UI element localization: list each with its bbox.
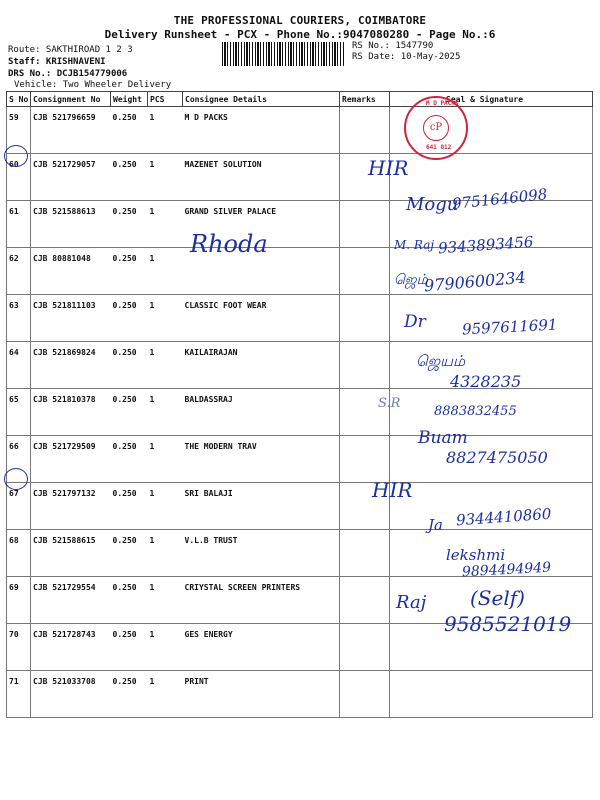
cell-consignment: CJB 521810378: [31, 389, 111, 436]
barcode: [222, 42, 344, 66]
cell-consignment: CJB 521033708: [31, 671, 111, 718]
cell-consignment: CJB 521797132: [31, 483, 111, 530]
cell-remarks: [340, 530, 390, 577]
cell-pcs: 1: [148, 671, 183, 718]
cell-pcs: 1: [148, 201, 183, 248]
cell-pcs: 1: [148, 577, 183, 624]
cell-consignment: CJB 521728743: [31, 624, 111, 671]
stamp-center: cP: [423, 115, 449, 141]
hw-row65-signature: ஜெயம்: [416, 352, 466, 370]
cell-pcs: 1: [148, 248, 183, 295]
cell-consignee: CLASSIC FOOT WEAR: [183, 295, 340, 342]
hw-row68-mark: HIR: [372, 478, 413, 502]
cell-pcs: 1: [148, 483, 183, 530]
cell-sno: 71: [7, 671, 31, 718]
cell-weight: 0.250: [111, 530, 148, 577]
hw-row62-name: Rhoda: [190, 230, 268, 258]
cell-sno: 62: [7, 248, 31, 295]
cell-sno: 69: [7, 577, 31, 624]
cell-pcs: 1: [148, 342, 183, 389]
cell-remarks: [340, 342, 390, 389]
hw-row71-self: (Self): [470, 586, 525, 610]
staff-label: Staff: KRISHNAVENI: [8, 57, 106, 67]
cell-consignment: CJB 521588615: [31, 530, 111, 577]
cell-remarks: [340, 295, 390, 342]
rs-number: RS No.: 1547790: [352, 41, 434, 51]
hw-row64-signature: Dr: [404, 312, 426, 332]
cell-consignment: CJB 521869824: [31, 342, 111, 389]
cell-pcs: 1: [148, 154, 183, 201]
cell-pcs: 1: [148, 624, 183, 671]
cell-remarks: [340, 107, 390, 154]
cell-remarks: [340, 436, 390, 483]
route-label: Route: SAKTHIROAD 1 2 3: [8, 45, 133, 55]
company-title: THE PROFESSIONAL COURIERS, COIMBATORE: [173, 14, 427, 27]
cell-consignment: CJB 80881048: [31, 248, 111, 295]
stamp-ring-top: M D PACKS: [426, 100, 459, 107]
hw-row69-signature: Ja: [428, 516, 443, 534]
cell-consignee: GRAND SILVER PALACE: [183, 201, 340, 248]
hw-row61-phone: 9751646098: [451, 185, 549, 213]
hw-row61-signature: Mogu: [406, 194, 459, 215]
hw-row63-signature: ஜெம்: [394, 272, 428, 288]
cell-sno: 68: [7, 530, 31, 577]
hw-row62-signature: M. Raj: [394, 238, 435, 252]
cell-sno: 70: [7, 624, 31, 671]
hw-row69-phone: 9344410860: [455, 504, 552, 530]
cell-weight: 0.250: [111, 436, 148, 483]
company-seal-stamp: [404, 96, 468, 160]
cell-sno: 63: [7, 295, 31, 342]
runsheet-subtitle: Delivery Runsheet - PCX - Phone No.:9047080280 - Page No.:6: [104, 28, 496, 41]
table-row: [7, 671, 593, 718]
vehicle-label: Vehicle: Two Wheeler Delivery: [14, 80, 172, 90]
col-header-consignee: Consignee Details: [183, 92, 340, 107]
cell-consignment: CJB 521588613: [31, 201, 111, 248]
col-header-remarks: Remarks: [340, 92, 390, 107]
cell-weight: 0.250: [111, 389, 148, 436]
cell-remarks: [340, 577, 390, 624]
cell-weight: 0.250: [111, 295, 148, 342]
cell-consignee: PRINT: [183, 671, 340, 718]
cell-remarks: [340, 624, 390, 671]
cell-sno: 64: [7, 342, 31, 389]
hw-row62-phone: 9343893456: [437, 232, 534, 258]
hw-row60-mark: HIR: [368, 156, 409, 180]
cell-consignee: KAILAIRAJAN: [183, 342, 340, 389]
cell-seal: [390, 671, 593, 718]
cell-weight: 0.250: [111, 248, 148, 295]
hw-row64-phone: 9597611691: [461, 315, 558, 339]
cell-weight: 0.250: [111, 577, 148, 624]
cell-remarks: [340, 671, 390, 718]
hw-row63-phone: 9790600234: [423, 267, 527, 296]
cell-consignee: THE MODERN TRAV: [183, 436, 340, 483]
cell-remarks: [340, 248, 390, 295]
cell-pcs: 1: [148, 436, 183, 483]
cell-weight: 0.250: [111, 342, 148, 389]
sno-circle-60: [4, 145, 28, 167]
cell-consignment: CJB 521729057: [31, 154, 111, 201]
cell-consignee: CRIYSTAL SCREEN PRINTERS: [183, 577, 340, 624]
hw-row65-phone: 4328235: [450, 372, 522, 391]
cell-sno: 60: [7, 154, 31, 201]
rs-date: RS Date: 10-May-2025: [352, 52, 461, 62]
cell-pcs: 1: [148, 295, 183, 342]
cell-consignee: SRI BALAJI: [183, 483, 340, 530]
hw-row70-phone: 9894494949: [461, 559, 552, 581]
cell-weight: 0.250: [111, 201, 148, 248]
col-header-consignment: Consignment No: [31, 92, 111, 107]
cell-consignment: CJB 521811103: [31, 295, 111, 342]
cell-consignment: CJB 521796659: [31, 107, 111, 154]
cell-consignee: MAZENET SOLUTION: [183, 154, 340, 201]
col-header-seal: Seal & Signature: [390, 92, 593, 107]
cell-pcs: 1: [148, 389, 183, 436]
cell-weight: 0.250: [111, 624, 148, 671]
cell-weight: 0.250: [111, 154, 148, 201]
col-header-sno: S No: [7, 92, 31, 107]
cell-sno: 65: [7, 389, 31, 436]
hw-row66-phone: 8883832455: [434, 404, 517, 419]
sno-circle-68: [4, 468, 28, 490]
cell-remarks: [340, 201, 390, 248]
col-header-weight: Weight: [111, 92, 148, 107]
table-row: [7, 107, 593, 154]
col-header-pcs: PCS: [148, 92, 183, 107]
hw-row66-signature: S.R: [378, 396, 401, 411]
cell-weight: 0.250: [111, 107, 148, 154]
cell-weight: 0.250: [111, 671, 148, 718]
hw-row67-phone: 8827475050: [446, 448, 548, 467]
cell-sno: 67: [7, 483, 31, 530]
cell-sno: 61: [7, 201, 31, 248]
cell-consignee: GES ENERGY: [183, 624, 340, 671]
cell-weight: 0.250: [111, 483, 148, 530]
cell-pcs: 1: [148, 530, 183, 577]
cell-consignee: V.L.B TRUST: [183, 530, 340, 577]
hw-row70-signature: lekshmi: [446, 546, 506, 564]
hw-row71-signature: Raj: [396, 592, 427, 613]
cell-sno: 66: [7, 436, 31, 483]
stamp-ring-bottom: 641 012: [426, 144, 452, 151]
cell-consignment: CJB 521729509: [31, 436, 111, 483]
cell-pcs: 1: [148, 107, 183, 154]
hw-row67-signature: Buam: [418, 428, 468, 448]
cell-consignee: BALDASSRAJ: [183, 389, 340, 436]
table-header-row: [7, 92, 593, 107]
cell-sno: 59: [7, 107, 31, 154]
hw-row71-phone: 9585521019: [444, 612, 572, 636]
cell-consignee: M D PACKS: [183, 107, 340, 154]
cell-consignment: CJB 521729554: [31, 577, 111, 624]
drs-number: DRS No.: DCJB154779006: [8, 69, 128, 79]
